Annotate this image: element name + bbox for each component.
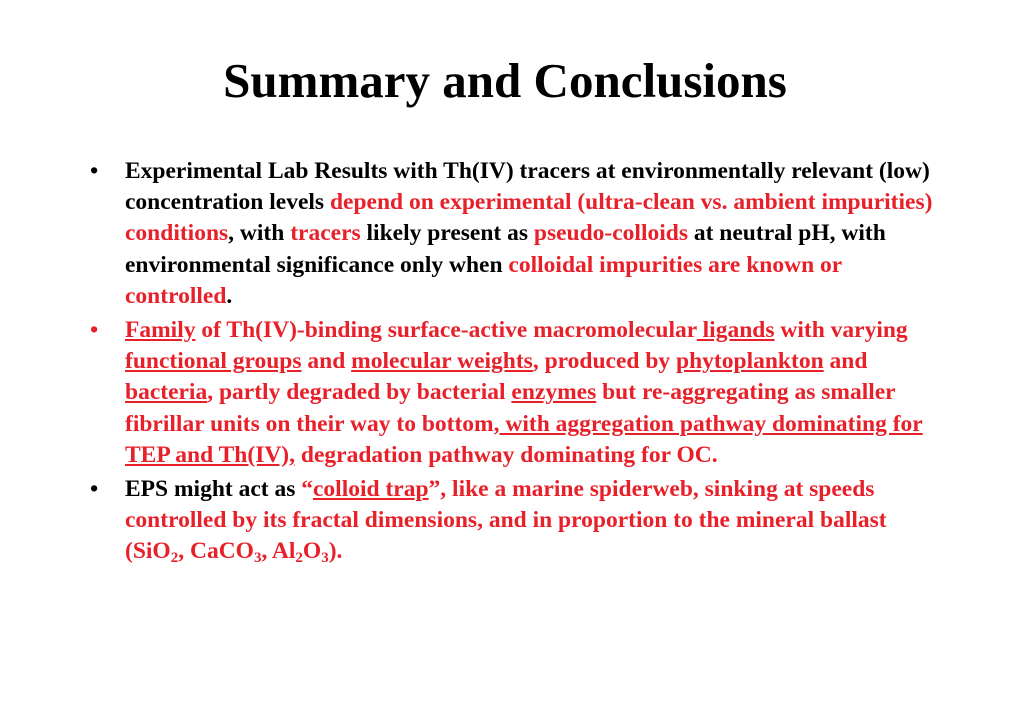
subscript: 3 (321, 550, 329, 567)
bullet-icon: • (90, 158, 99, 184)
highlight-text: colloidal impurities are known or controlled (125, 251, 842, 309)
text-segment: with varying (774, 317, 908, 344)
underlined-term: colloid trap (313, 476, 429, 503)
slide-title: Summary and Conclusions (223, 53, 787, 108)
text-segment: , CaCO (178, 538, 254, 565)
text-segment: . (226, 282, 233, 309)
bullet-text (125, 476, 887, 567)
bullet-icon: • (90, 317, 99, 344)
text-segment: ”, like a marine spiderweb, sinking at speeds controlled by its fractal dimensions, and in proportion to the mineral ballast (SiO (125, 476, 887, 565)
text-segment: at neutral pH, with environmental significance only when (125, 220, 886, 278)
underlined-term: functional groups (125, 348, 302, 375)
text-segment: , produced by (532, 348, 677, 375)
text-segment: Experimental Lab Results with Th(IV) tracers at environmentally relevant (low) concentration levels (125, 158, 930, 216)
text-segment: of Th(IV)-binding surface-active macromolecular (195, 317, 697, 344)
subscript: 2 (170, 550, 179, 567)
subscript: 2 (295, 550, 303, 567)
underlined-term: phytoplankton (676, 348, 824, 375)
text-segment: EPS might act as (125, 476, 302, 503)
highlight-text: pseudo-colloids (533, 220, 688, 247)
bullet-item-lab-results (90, 156, 950, 312)
text-segment: degradation pathway dominating for OC. (295, 441, 718, 468)
bullet-list (90, 156, 950, 571)
text-segment: , with (228, 220, 291, 247)
subscript: 3 (253, 550, 262, 567)
bullet-icon: • (90, 476, 99, 503)
text-segment: , Al (261, 538, 296, 565)
bullet-text (125, 158, 932, 309)
underlined-term: bacteria (125, 379, 208, 406)
bullet-item-family-ligands (90, 315, 950, 471)
text-segment: likely present as (360, 220, 534, 247)
underlined-term: enzymes (511, 379, 597, 406)
text-segment: but re-aggregating as smaller fibrillar units on their way to bottom (125, 379, 896, 437)
underlined-term: ligands (696, 317, 775, 344)
text-segment: “ (301, 476, 313, 503)
underlined-term: Family (125, 317, 196, 344)
underlined-term: molecular weights (351, 348, 533, 375)
text-segment: ). (328, 538, 343, 565)
highlight-text: depend on experimental (ultra-clean vs. ambient impurities) conditions (125, 189, 933, 247)
highlight-text: tracers (290, 220, 361, 247)
text-segment: , partly degraded by bacterial (207, 379, 512, 406)
bullet-text (125, 317, 923, 468)
text-segment: and (823, 348, 868, 375)
text-segment: and (301, 348, 352, 375)
underlined-term: , with aggregation pathway dominating for TEP and Th(IV), (125, 410, 923, 468)
bullet-item-eps-colloid-trap (90, 474, 950, 568)
text-segment: O (302, 538, 322, 565)
